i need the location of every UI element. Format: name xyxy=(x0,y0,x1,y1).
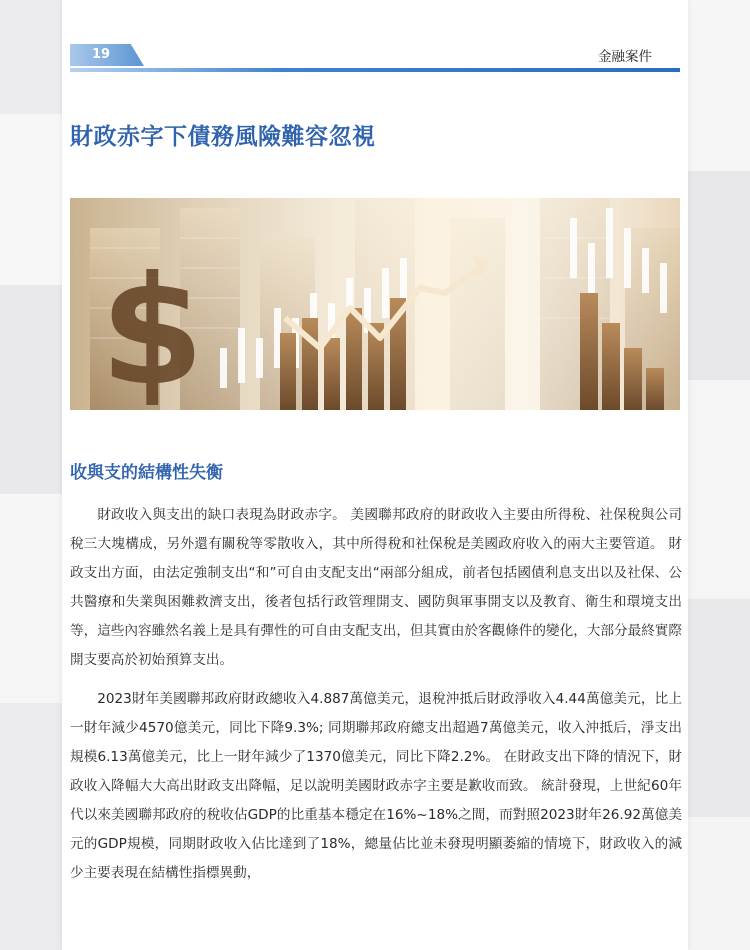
page-header xyxy=(70,44,680,74)
section-name: 金融案件 xyxy=(598,49,652,65)
page-number: 19 xyxy=(91,47,111,62)
document-page xyxy=(62,0,688,950)
svg-text:$: $ xyxy=(100,245,205,410)
article-title: 財政赤字下債務風險難容忽視 xyxy=(70,124,376,150)
paragraph-1: 財政收入與支出的缺口表現為財政赤字。 美國聯邦政府的財政收入主要由所得稅、社保稅與公司稅三大塊構成，另外還有關稅等零散收入，其中所得稅和社保稅是美國政府收入的兩大主要管道。 財政支出方面，由法定強制支出“和”可自由支配支出“兩部分組成，前者包括國債利息支出以及社保、公共醫療和失業與困難救濟支出，後者包括行政管理開支、國防與軍事開支以及教育、衛生和環境支出等，這些內容雖然名義上是具有彈性的可自由支配支出，但其實由於客觀條件的變化，大部分最終實際開支要高於初始預算支出。 xyxy=(70,507,682,668)
banner-image xyxy=(70,198,680,410)
background-right-tiles xyxy=(688,0,750,950)
section-subheading: 收與支的結構性失衡 xyxy=(70,463,223,483)
background-left-tiles xyxy=(0,0,62,950)
paragraph-2: 2023財年美國聯邦政府財政總收入4.887萬億美元，退稅沖抵后財政淨收入4.44萬億美元，比上一財年減少4570億美元，同比下降9.3%; 同期聯邦政府總支出超過7萬億美元，收入沖抵后，淨支出規模6.13萬億美元，比上一財年減少了1370億美元，同比下降2.2%。 在財政支出下降的情況下，財政收入降幅大大高出財政支出降幅，足以說明美國財政赤字主要是歉收而致。 統計發現，上世紀60年代以來美國聯邦政府的稅收佔GDP的比重基本穩定在16%~18%之間，而對照2023財年26.92萬億美元的GDP規模，同期財政收入佔比達到了18%，總量佔比並未發現明顯萎縮的情境下，財政收入的減少主要表現在結構性指標異動， xyxy=(70,691,682,881)
header-rule xyxy=(70,68,680,72)
finance-growth-chart-icon xyxy=(70,198,680,410)
